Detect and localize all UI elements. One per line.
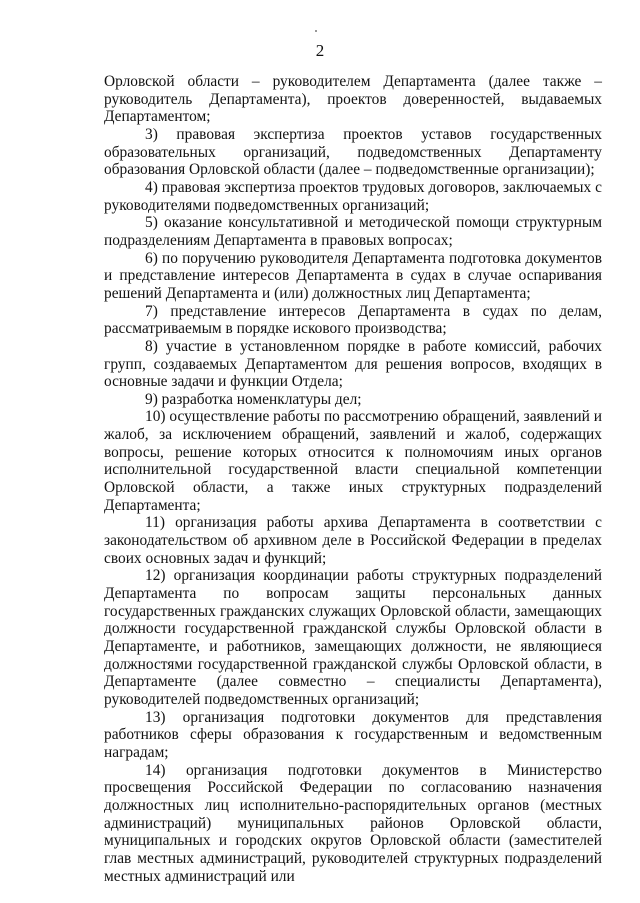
list-item-14: 14) организация подготовки документов в Министерство просвещения Российской Федерации по согласованию назначения должностных лиц исполнительно-распорядительных органов (местных администраций) муниципальных районов Орловской области, муниципальных и городских округов Орловской области (заместителей глав местных администраций, руководителей структурных подразделений местных администраций или: [104, 761, 602, 885]
list-item-10: 10) осуществление работы по рассмотрению обращений, заявлений и жалоб, за исключением обращений, заявлений и жалоб, содержащих вопросы, решение которых относится к полномочиям иных органов исполнительной государственной власти специальной компетенции Орловской области, а также иных структурных подразделений Департамента;: [104, 408, 602, 514]
list-item-3: 3) правовая экспертиза проектов уставов государственных образовательных организаций, подведомственных Департаменту образования Орловской области (далее – подведомственные организации);: [104, 125, 602, 179]
paragraph-continuation: Орловской области – руководителем Департамента (далее также – руководитель Департамента), проектов доверенностей, выдаваемых Департаментом;: [104, 73, 602, 126]
list-item-4: 4) правовая экспертиза проектов трудовых договоров, заключаемых с руководителями подведомственных организаций;: [104, 178, 602, 214]
document-body: [104, 73, 602, 885]
list-item-6: 6) по поручению руководителя Департамента подготовка документов и представление интересов Департамента в судах в случае оспаривания решений Департамента и (или) должностных лиц Департамента;: [104, 249, 602, 302]
scan-speck: [315, 30, 317, 32]
list-item-11: 11) организация работы архива Департамента в соответствии с законодательством об архивном деле в Российской Федерации в пределах своих основных задач и функций;: [104, 514, 602, 567]
list-item-9: 9) разработка номенклатуры дел;: [145, 390, 362, 408]
list-item-12: 12) организация координации работы структурных подразделений Департамента по вопросам защиты персональных данных государственных гражданских служащих Орловской области, замещающих должности государственной гражданской службы Орловской области в Департаменте, и работников, замещающих должности, не являющиеся должностями государственной гражданской службы Орловской области, в Департаменте (далее совместно – специалисты Департамента), руководителей подведомственных организаций;: [104, 567, 602, 708]
list-item-5: 5) оказание консультативной и методической помощи структурным подразделениям Департамента в правовых вопросах;: [104, 214, 602, 249]
list-item-8: 8) участие в установленном порядке в работе комиссий, рабочих групп, создаваемых Департаментом для решения вопросов, входящих в основные задачи и функции Отдела;: [104, 337, 602, 391]
page-number: 2: [315, 41, 325, 60]
list-item-13: 13) организация подготовки документов для представления работников сферы образования к государственным и ведомственным наградам;: [104, 708, 602, 761]
list-item-7: 7) представление интересов Департамента в судах по делам, рассматриваемым в порядке искового производства;: [104, 302, 602, 338]
